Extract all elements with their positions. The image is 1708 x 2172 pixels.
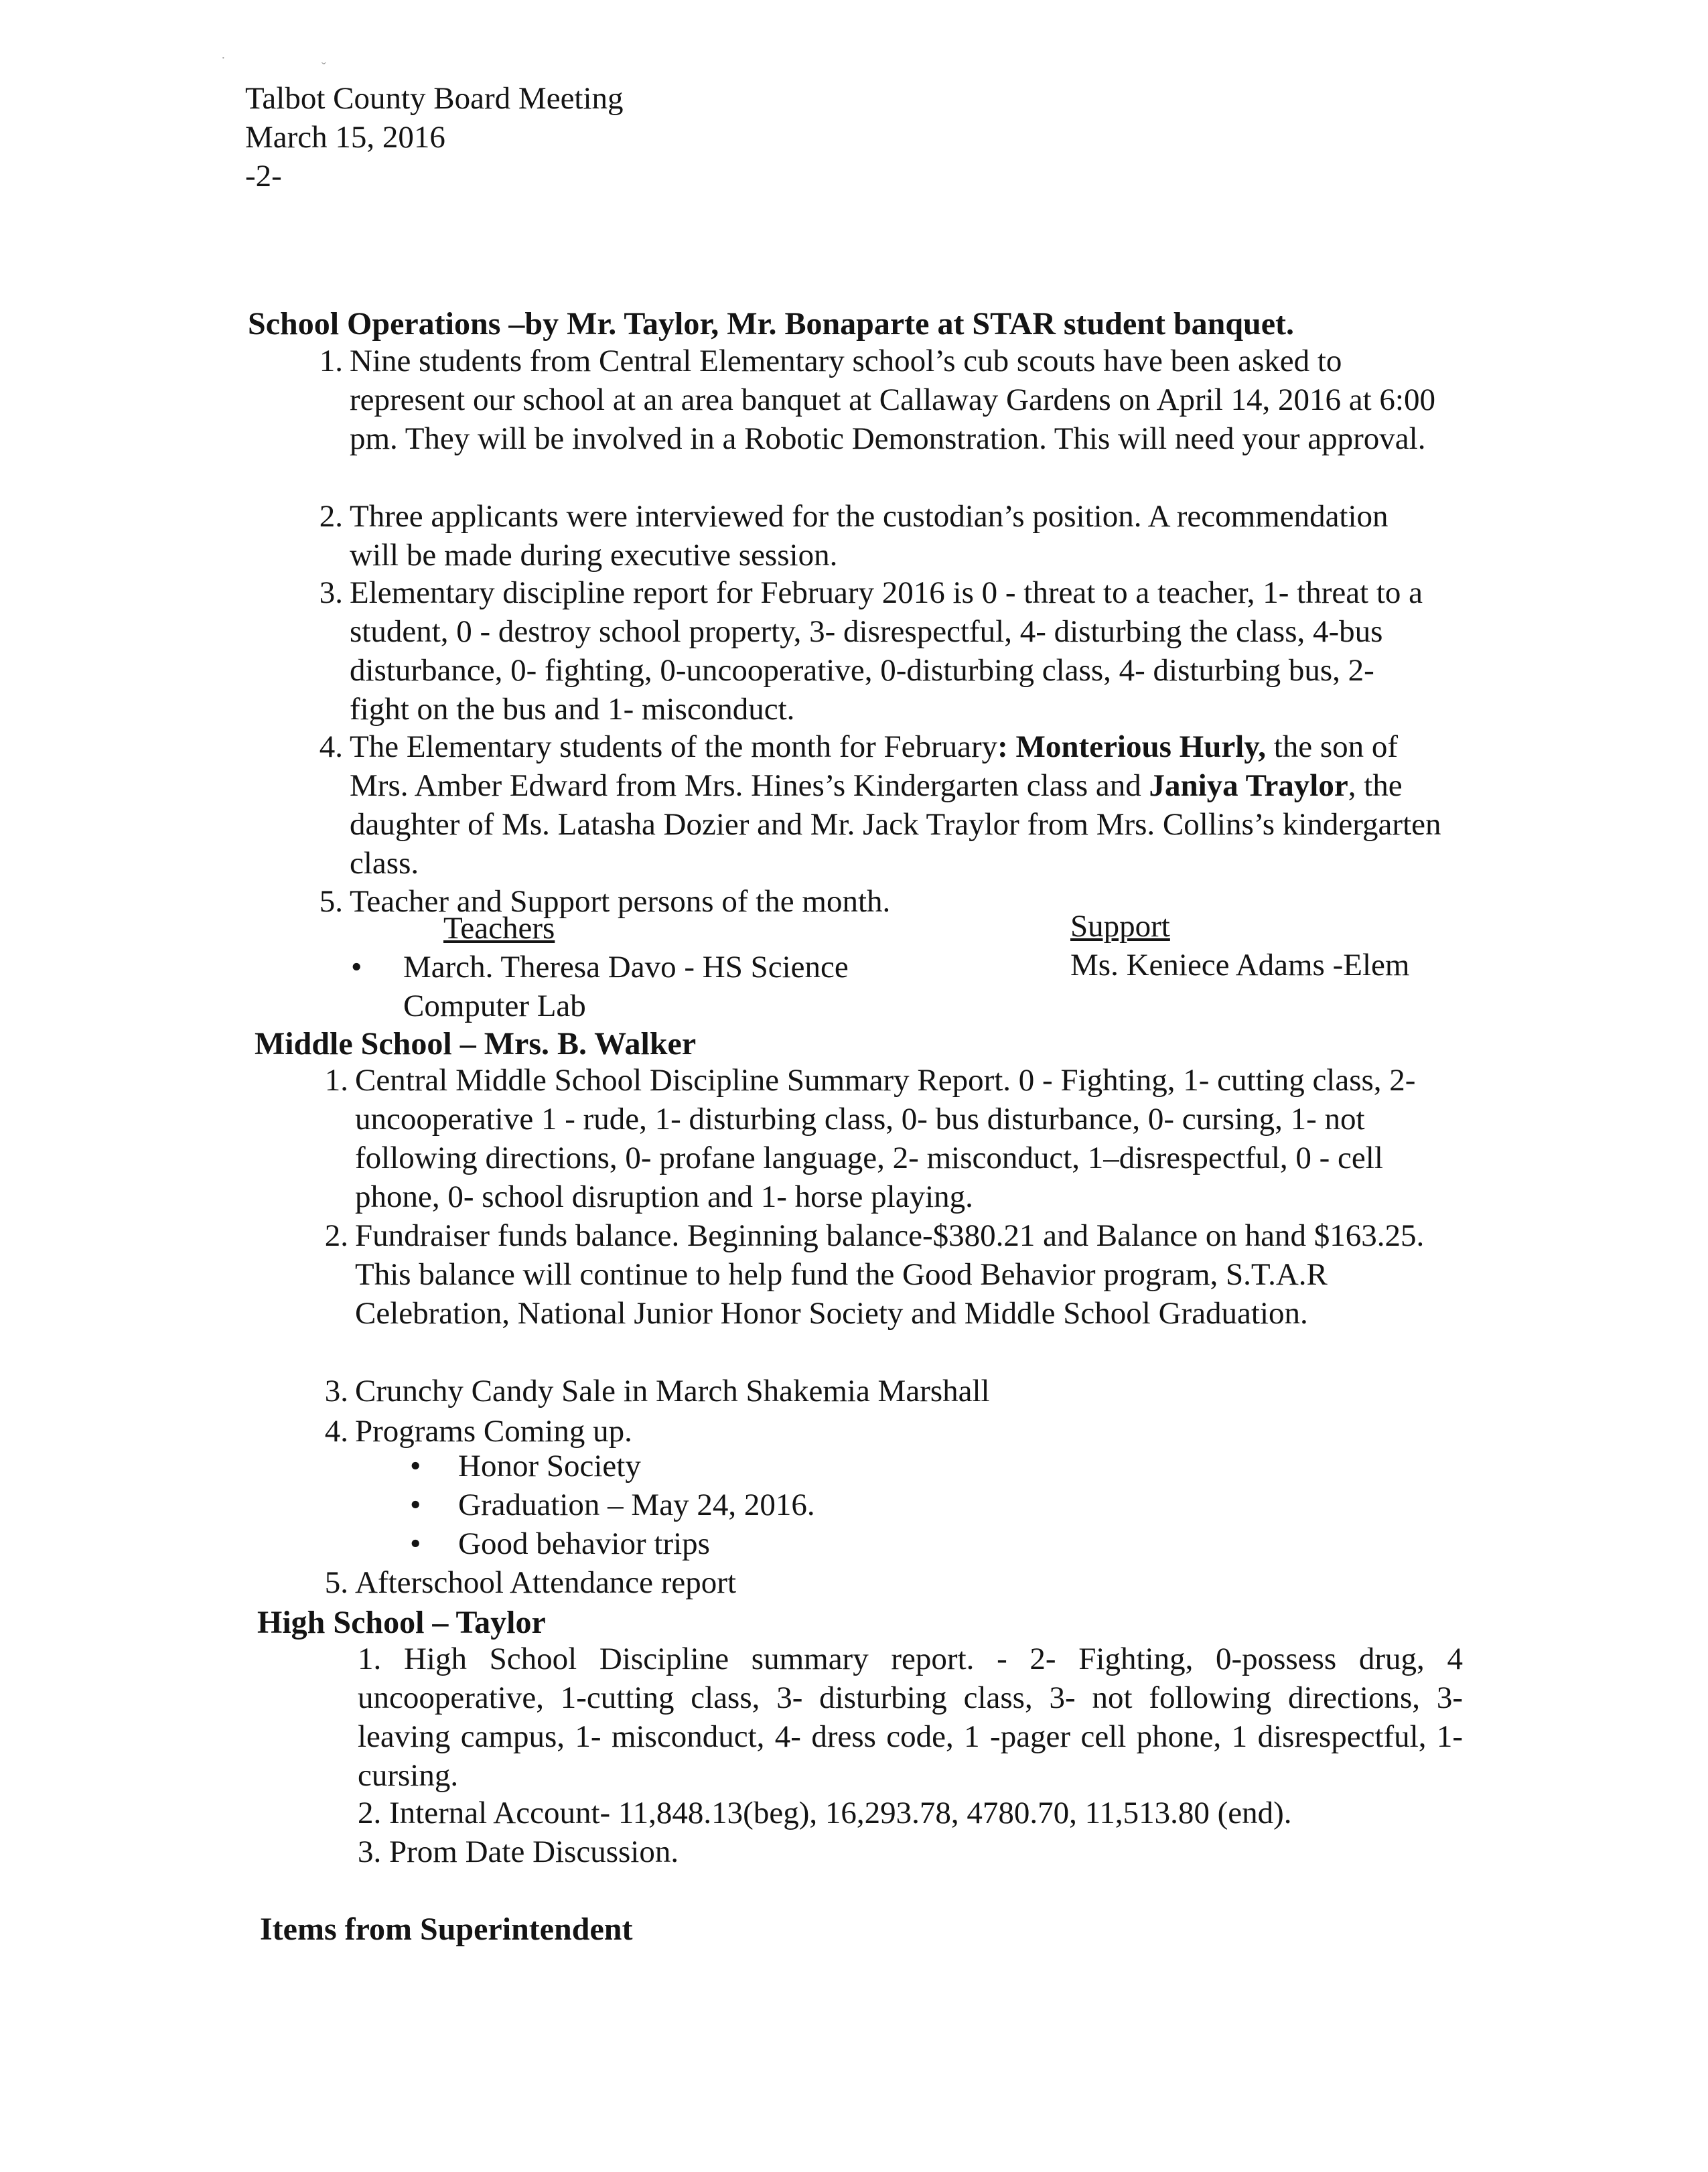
list-item [324,1216,1445,1372]
list-number: 4. [319,729,343,764]
list-number: 2. [324,1218,348,1253]
document-header [245,79,624,196]
teacher-of-month [351,948,849,1025]
program-name: Graduation – May 24, 2016. [458,1488,815,1522]
list-number: 5. [324,1565,348,1600]
middle-school-item-5 [324,1563,737,1602]
bullet-item [410,1486,815,1524]
high-school-item-2: 2. Internal Account- 11,848.13(beg), 16,293.78, 4780.70, 11,513.80 (end). [358,1796,1292,1830]
list-text: Crunchy Candy Sale in March Shakemia Marshall [355,1374,990,1408]
list-text: Central Middle School Discipline Summary Report. 0 - Fighting, 1- cutting class, 2- uncooperative 1 - rude, 1- disturbing class, 0- bus disturbance, 0- cursing, 1- not following directions, 0- profane language, 2- misconduct, 1–disrespectful, 0 - cell phone, 0- school disruption and 1- horse playing. [355,1063,1416,1214]
list-number: 2. [319,499,343,534]
section-heading-superintendent: Items from Superintendent [260,1911,633,1947]
list-text: Nine students from Central Elementary school’s cub scouts have been asked to represent our school at an area banquet at Callaway Gardens on April 14, 2016 at 6:00 pm. They will be involved in a Robotic Demonstration. This will need your approval. [350,344,1435,456]
list-item [319,573,1441,727]
list-text: The Elementary students of the month for February [350,729,998,764]
bullet-icon: • [351,950,362,985]
program-name: Good behavior trips [458,1526,710,1561]
list-text: Three applicants were interviewed for the custodian’s position. A recommendation will be made during executive session. [350,499,1389,573]
list-number: 5. [319,884,343,919]
list-item [319,342,1441,497]
list-number: 4. [324,1414,348,1449]
middle-school-list [324,1061,1445,1451]
list-text: Afterschool Attendance report [355,1565,737,1600]
program-name: Honor Society [458,1449,641,1483]
bullet-item [410,1447,815,1486]
high-school-item-3: 3. Prom Date Discussion. [358,1834,679,1869]
school-operations-list [319,342,1441,921]
meeting-title: Talbot County Board Meeting [245,81,624,116]
list-number: 3. [324,1374,348,1408]
bullet-icon: • [410,1488,421,1522]
support-of-month: Ms. Keniece Adams -Elem [1070,948,1410,983]
programs-list [410,1447,815,1563]
list-item [319,727,1441,882]
teacher-dept: Computer Lab [403,989,586,1023]
section-heading-school-operations: School Operations –by Mr. Taylor, Mr. Bonaparte at STAR student banquet. [248,306,1295,342]
list-text: the son of Mrs. Amber Edward from Mrs. Hines’s Kindergarten class and [350,729,1399,803]
list-text: Teacher and Support persons of the month. [350,884,891,919]
list-item [324,1061,1445,1216]
bullet-item [410,1524,815,1563]
page-number: -2- [245,159,282,194]
bullet-icon: • [410,1449,421,1483]
list-text: , the daughter of Ms. Latasha Dozier and Mr. Jack Traylor from Mrs. Collins’s kindergarten class. [350,768,1441,881]
scan-speck: · [221,51,226,66]
bullet-item [351,948,849,987]
list-item [324,1412,1445,1451]
student-name-monterious: : Monterious Hurly, [997,729,1266,764]
list-number: 1. [319,344,343,378]
list-number: 3. [319,575,343,610]
section-heading-high-school: High School – Taylor [257,1605,546,1640]
student-name-janiya: Janiya Traylor [1149,768,1348,803]
list-item [324,1372,1445,1412]
list-text: Elementary discipline report for February 2016 is 0 - threat to a teacher, 1- threat to a student, 0 - destroy school property, 3- disrespectful, 4- disturbing the class, 4-bus disturbance, 0- fighting, 0-uncooperative, 0-disturbing class, 4- disturbing bus, 2- fight on the bus and 1- misconduct. [350,575,1423,727]
list-text: Programs Coming up. [355,1414,632,1449]
section-heading-middle-school: Middle School – Mrs. B. Walker [255,1026,697,1062]
meeting-date: March 15, 2016 [245,120,445,155]
teachers-column-label: Teachers [443,911,555,946]
teacher-name: March. Theresa Davo - HS Science [403,950,849,985]
bullet-icon: • [410,1526,421,1561]
list-number: 1. [324,1063,348,1098]
list-text: Fundraiser funds balance. Beginning balance-$380.21 and Balance on hand $163.25. This balance will continue to help fund the Good Behavior program, S.T.A.R Celebration, National Junior Honor Society and Middle School Graduation. [355,1218,1425,1331]
scan-speck: ˇ [322,60,326,75]
list-item [319,497,1441,573]
support-column-label: Support [1070,909,1170,944]
high-school-item-1: 1. High School Discipline summary report. - 2- Fighting, 0-possess drug, 4 uncooperative, 1-cutting class, 3- disturbing class, 3- not following directions, 3- leaving campus, 1- misconduct, 4- dress code, 1 -pager cell phone, 1 disrespectful, 1- cursing. [358,1642,1463,1793]
